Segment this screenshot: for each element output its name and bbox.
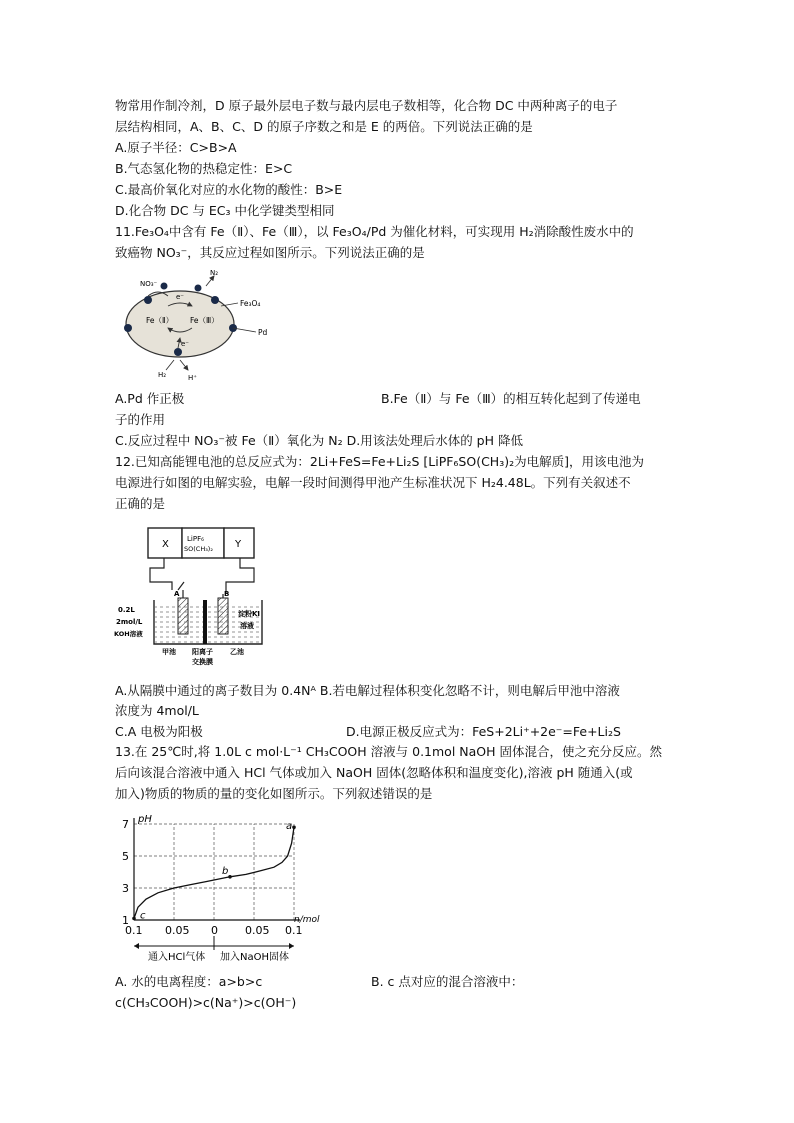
x-tick-label: 0.05 bbox=[245, 924, 270, 937]
left-label: 0.2L bbox=[118, 606, 135, 614]
option-c: C.最高价氧化对应的水化物的酸性：B>E bbox=[115, 182, 343, 197]
electron-label: e⁻ bbox=[176, 293, 185, 301]
option-ab: A.从隔膜中通过的离子数目为 0.4Nᴬ B.若电解过程体积变化忽略不计，则电解后甲池中溶液 bbox=[115, 683, 620, 698]
option-b-cont: c(CH₃COOH)>c(Na⁺)>c(OH⁻) bbox=[115, 995, 297, 1010]
y-label: Y bbox=[235, 539, 242, 550]
question-12-stem: 12.已知高能锂电池的总反应式为：2Li+FeS=Fe+Li₂S [LiPF₆SO(CH₃)₂为电解质]，用该电池为 bbox=[115, 454, 644, 469]
electrolyte-box bbox=[182, 528, 224, 558]
membrane-label: 阳离子 bbox=[192, 648, 213, 656]
option-cd: C.反应过程中 NO₃⁻被 Fe（Ⅱ）氧化为 N₂ D.用该法处理后水体的 pH 降低 bbox=[115, 433, 523, 448]
chart-axes bbox=[134, 818, 300, 920]
electrolyte-label: LiPF₆ bbox=[187, 535, 204, 543]
x-axis-label: n/mol bbox=[294, 915, 320, 925]
x-label: X bbox=[162, 539, 169, 550]
chart-ticks bbox=[122, 818, 303, 937]
data-point bbox=[132, 917, 136, 921]
x-tick-label: 0.1 bbox=[125, 924, 143, 937]
option-d: D.电源正极反应式为：FeS+2Li⁺+2e⁻=Fe+Li₂S bbox=[346, 724, 621, 739]
right-label: 溶液 bbox=[240, 622, 254, 630]
question-13-stem: 加入)物质的物质的量的变化如图所示。下列叙述错误的是 bbox=[115, 786, 433, 801]
hcl-label: 通入HCl气体 bbox=[148, 952, 206, 963]
a-label: A bbox=[174, 590, 180, 598]
catalyst-diagram bbox=[118, 266, 298, 384]
y-tick-label: 1 bbox=[122, 914, 129, 927]
right-label: 淀粉KI bbox=[238, 610, 261, 618]
left-label: KOH溶液 bbox=[114, 630, 143, 638]
ph-chart bbox=[110, 808, 350, 968]
electrolysis-diagram bbox=[112, 520, 272, 668]
y-tick-label: 5 bbox=[122, 850, 129, 863]
point-label: c bbox=[140, 910, 146, 922]
atom-dot bbox=[124, 324, 132, 332]
data-point bbox=[292, 825, 296, 829]
fe3o4-label: Fe₃O₄ bbox=[240, 299, 261, 308]
y-tick-label: 7 bbox=[122, 818, 129, 831]
text-line: 层结构相同，A、B、C、D 的原子序数之和是 E 的两倍。下列说法正确的是 bbox=[115, 119, 533, 134]
option-b: B. c 点对应的混合溶液中： bbox=[371, 974, 524, 989]
question-11-stem: 致癌物 NO₃⁻，其反应过程如图所示。下列说法正确的是 bbox=[115, 245, 425, 260]
yi-label: 乙池 bbox=[230, 648, 244, 656]
atom-dot bbox=[144, 296, 152, 304]
x-tick-label: 0.1 bbox=[285, 924, 303, 937]
no3-label: NO₃⁻ bbox=[140, 280, 158, 288]
x-tick-label: 0 bbox=[211, 924, 218, 937]
h2-label: H₂ bbox=[158, 371, 167, 379]
question-13-stem: 后向该混合溶液中通入 HCl 气体或加入 NaOH 固体(忽略体积和温度变化),溶液 pH 随通入(或 bbox=[115, 765, 633, 780]
membrane-label: 交换膜 bbox=[192, 658, 213, 666]
atom-dot bbox=[195, 285, 202, 292]
chart-grid bbox=[134, 824, 294, 920]
data-point bbox=[228, 875, 232, 879]
option-b-cont: 浓度为 4mol/L bbox=[115, 703, 199, 718]
jia-label: 甲池 bbox=[162, 648, 176, 656]
y-axis-label: pH bbox=[138, 814, 152, 825]
option-a: A. 水的电离程度：a>b>c bbox=[115, 974, 263, 989]
fe3-label: Fe（Ⅲ） bbox=[190, 316, 219, 325]
question-11-stem: 11.Fe₃O₄中含有 Fe（Ⅱ）、Fe（Ⅲ），以 Fe₃O₄/Pd 为催化材料，可实现用 H₂消除酸性废水中的 bbox=[115, 224, 634, 239]
point-label: b bbox=[222, 865, 229, 877]
exchange-membrane bbox=[203, 600, 207, 644]
option-a: A.原子半径：C>B>A bbox=[115, 140, 237, 155]
option-a: A.Pd 作正极 bbox=[115, 391, 185, 406]
electrolyte-label: SO(CH₃)₂ bbox=[184, 545, 213, 553]
fe2-label: Fe（Ⅱ） bbox=[146, 316, 174, 325]
y-tick-label: 3 bbox=[122, 882, 129, 895]
naoh-label: 加入NaOH固体 bbox=[220, 952, 289, 963]
question-12-stem: 正确的是 bbox=[115, 496, 166, 511]
atom-dot bbox=[161, 283, 168, 290]
pd-label: Pd bbox=[258, 328, 268, 337]
atom-dot bbox=[211, 296, 219, 304]
option-b: B.Fe（Ⅱ）与 Fe（Ⅲ）的相互转化起到了传递电 bbox=[381, 391, 641, 406]
point-label: a bbox=[286, 821, 293, 833]
question-12-stem: 电源进行如图的电解实验，电解一段时间测得甲池产生标准状况下 H₂4.48L。下列有关叙述不 bbox=[115, 475, 631, 490]
option-b-cont: 子的作用 bbox=[115, 412, 166, 427]
left-label: 2mol/L bbox=[116, 618, 143, 626]
n2-label: N₂ bbox=[210, 269, 219, 277]
option-b: B.气态氢化物的热稳定性：E>C bbox=[115, 161, 293, 176]
text-line: 物常用作制冷剂，D 原子最外层电子数与最内层电子数相等，化合物 DC 中两种离子的电子 bbox=[115, 98, 618, 113]
chart-points bbox=[132, 821, 296, 921]
option-c: C.A 电极为阳极 bbox=[115, 724, 203, 739]
question-13-stem: 13.在 25℃时,将 1.0L c mol·L⁻¹ CH₃COOH 溶液与 0.1mol NaOH 固体混合，使之充分反应。然 bbox=[115, 744, 662, 759]
hplus-label: H⁺ bbox=[188, 374, 197, 382]
option-d: D.化合物 DC 与 EC₃ 中化学键类型相同 bbox=[115, 203, 335, 218]
x-tick-label: 0.05 bbox=[165, 924, 190, 937]
b-label: B bbox=[224, 590, 230, 598]
electron-label: e⁻ bbox=[181, 340, 190, 348]
atom-dot bbox=[174, 348, 182, 356]
